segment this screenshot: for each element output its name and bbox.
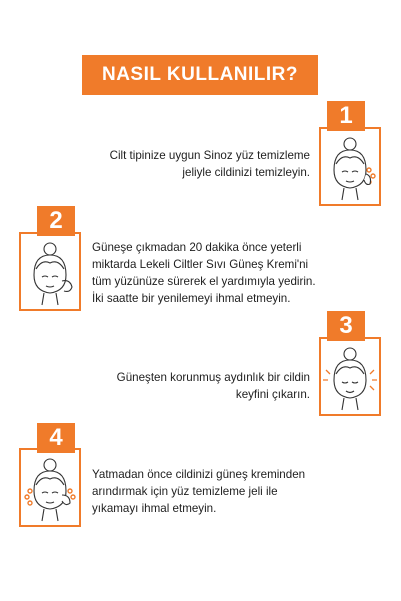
step-3-line: Güneşten korunmuş aydınlık bir cildin (116, 371, 310, 384)
step-1-line: Cilt tipinize uygun Sinoz yüz temizleme (109, 149, 310, 162)
step-2-line: İki saatte bir yenilemeyi ihmal etmeyin. (92, 292, 291, 305)
step-3-text (72, 369, 310, 403)
heading-title: NASIL KULLANILIR? (101, 64, 299, 85)
step-3-number: 3 (327, 311, 365, 341)
face-cleansing-icon (22, 451, 78, 524)
step-4-number: 4 (37, 423, 75, 453)
step-4-text (92, 466, 392, 517)
step-2-line: Güneşe çıkmadan 20 dakika önce yeterli (92, 241, 302, 254)
step-2-text (92, 239, 392, 307)
face-applying-cream-icon (22, 235, 78, 308)
step-2-line: tüm yüzünüze sürerek el yardımıyla yedirin. (92, 275, 316, 288)
face-glowing-icon (322, 340, 378, 413)
step-2-line: miktarda Lekeli Ciltler Sıvı Güneş Kremi'ni (92, 258, 309, 271)
heading-banner (82, 55, 318, 95)
step-4-line: yıkamayı ihmal etmeyin. (92, 502, 217, 515)
step-1-text (72, 147, 310, 181)
face-cleansing-icon (322, 130, 378, 203)
step-4-line: arındırmak için yüz temizleme jeli ile (92, 485, 278, 498)
step-4-line: Yatmadan önce cildinizi güneş kreminden (92, 468, 306, 481)
step-1-line: jeliyle cildinizi temizleyin. (182, 166, 310, 179)
step-2-number: 2 (37, 206, 75, 236)
step-1-number: 1 (327, 101, 365, 131)
step-3-line: keyfini çıkarın. (235, 388, 310, 401)
